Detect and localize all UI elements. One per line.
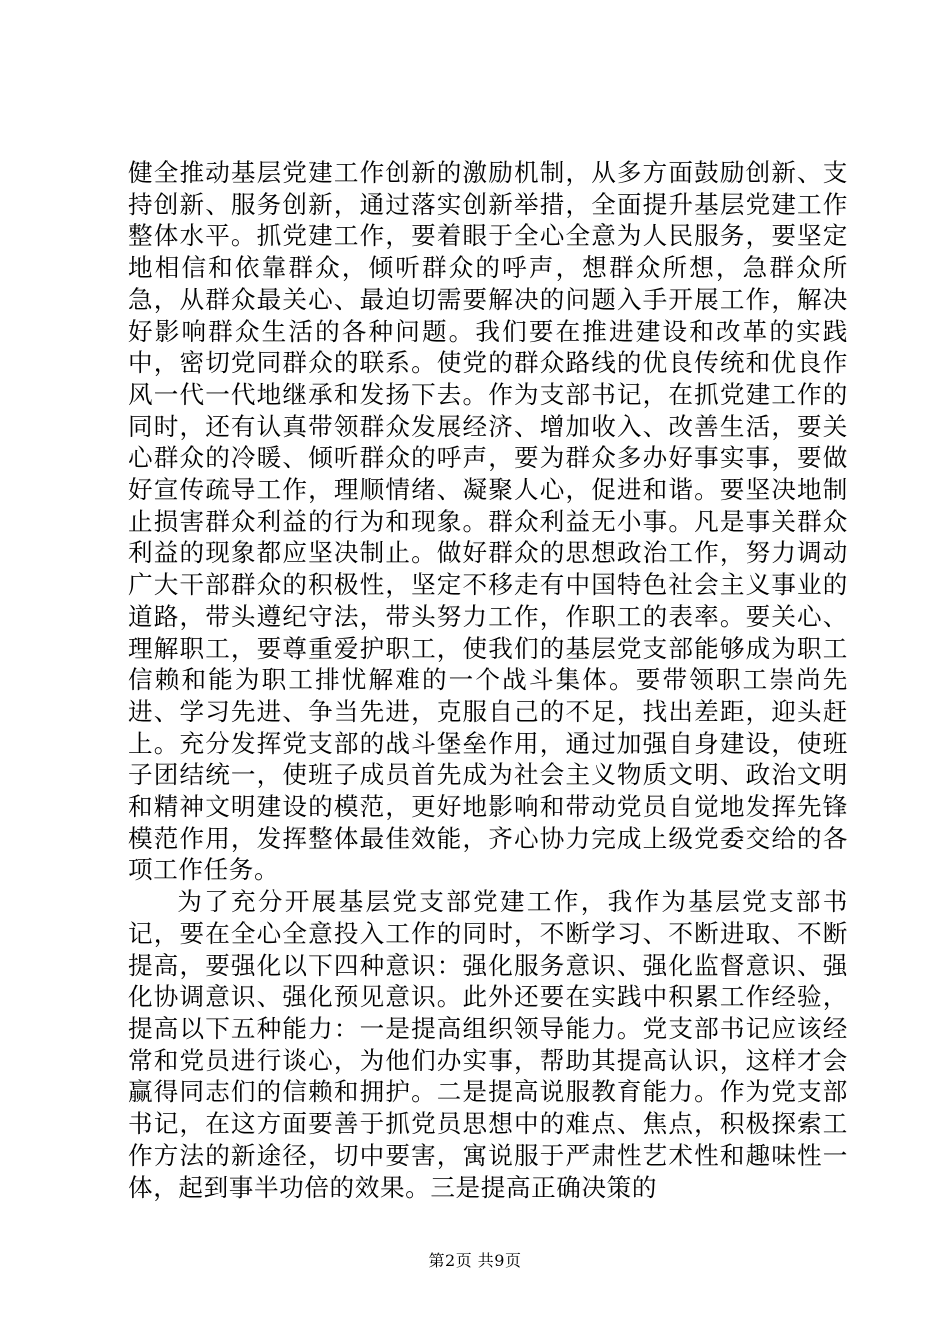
paragraph-1: 健全推动基层党建工作创新的激励机制，从多方面鼓励创新、支持创新、服务创新，通过落实创新举措，全面提升基层党建工作整体水平。抓党建工作，要着眼于全心全意为人民服务，要坚定地相信和依靠群众，倾听群众的呼声，想群众所想，急群众所急，从群众最关心、最迫切需要解决的问题入手开展工作，解决好影响群众生活的各种问题。我们要在推进建设和改革的实践中，密切党同群众的联系。使党的群众路线的优良传统和优良作风一代一代地继承和发扬下去。作为支部书记，在抓党建工作的同时，还有认真带领群众发展经济、增加收入、改善生活，要关心群众的冷暖、倾听群众的呼声，要为群众多办好事实事，要做好宣传疏导工作，理顺情绪、凝聚人心，促进和谐。要坚决地制止损害群众利益的行为和现象。群众利益无小事。凡是事关群众利益的现象都应坚决制止。做好群众的思想政治工作，努力调动广大干部群众的积极性，坚定不移走有中国特色社会主义事业的道路，带头遵纪守法，带头努力工作，作职工的表率。要关心、理解职工，要尊重爱护职工，使我们的基层党支部能够成为职工信赖和能为职工排忧解难的一个战斗集体。要带领职工崇尚先进、学习先进、争当先进，克服自己的不足，找出差距，迎头赶上。充分发挥党支部的战斗堡垒作用，通过加强自身建设，使班子团结统一，使班子成员首先成为社会主义物质文明、政治文明和精神文明建设的模范，更好地影响和带动党员自觉地发挥先锋模范作用，发挥整体最佳效能，齐心协力完成上级党委交给的各项工作任务。 bbox=[128, 158, 848, 885]
paragraph-2: 为了充分开展基层党支部党建工作，我作为基层党支部书记，要在全心全意投入工作的同时，不断学习、不断进取、不断提高，要强化以下四种意识：强化服务意识、强化监督意识、强化协调意识、强化预见意识。此外还要在实践中积累工作经验，提高以下五种能力：一是提高组织领导能力。党支部书记应该经常和党员进行谈心，为他们办实事，帮助其提高认识，这样才会赢得同志们的信赖和拥护。二是提高说服教育能力。作为党支部书记，在这方面要善于抓党员思想中的难点、焦点，积极探索工作方法的新途径，切中要害，寓说服于严肃性艺术性和趣味性一体，起到事半功倍的效果。三是提高正确决策的 bbox=[128, 887, 848, 1202]
document-body bbox=[128, 157, 848, 1203]
page-footer: 第2页 共9页 bbox=[428, 1251, 522, 1270]
